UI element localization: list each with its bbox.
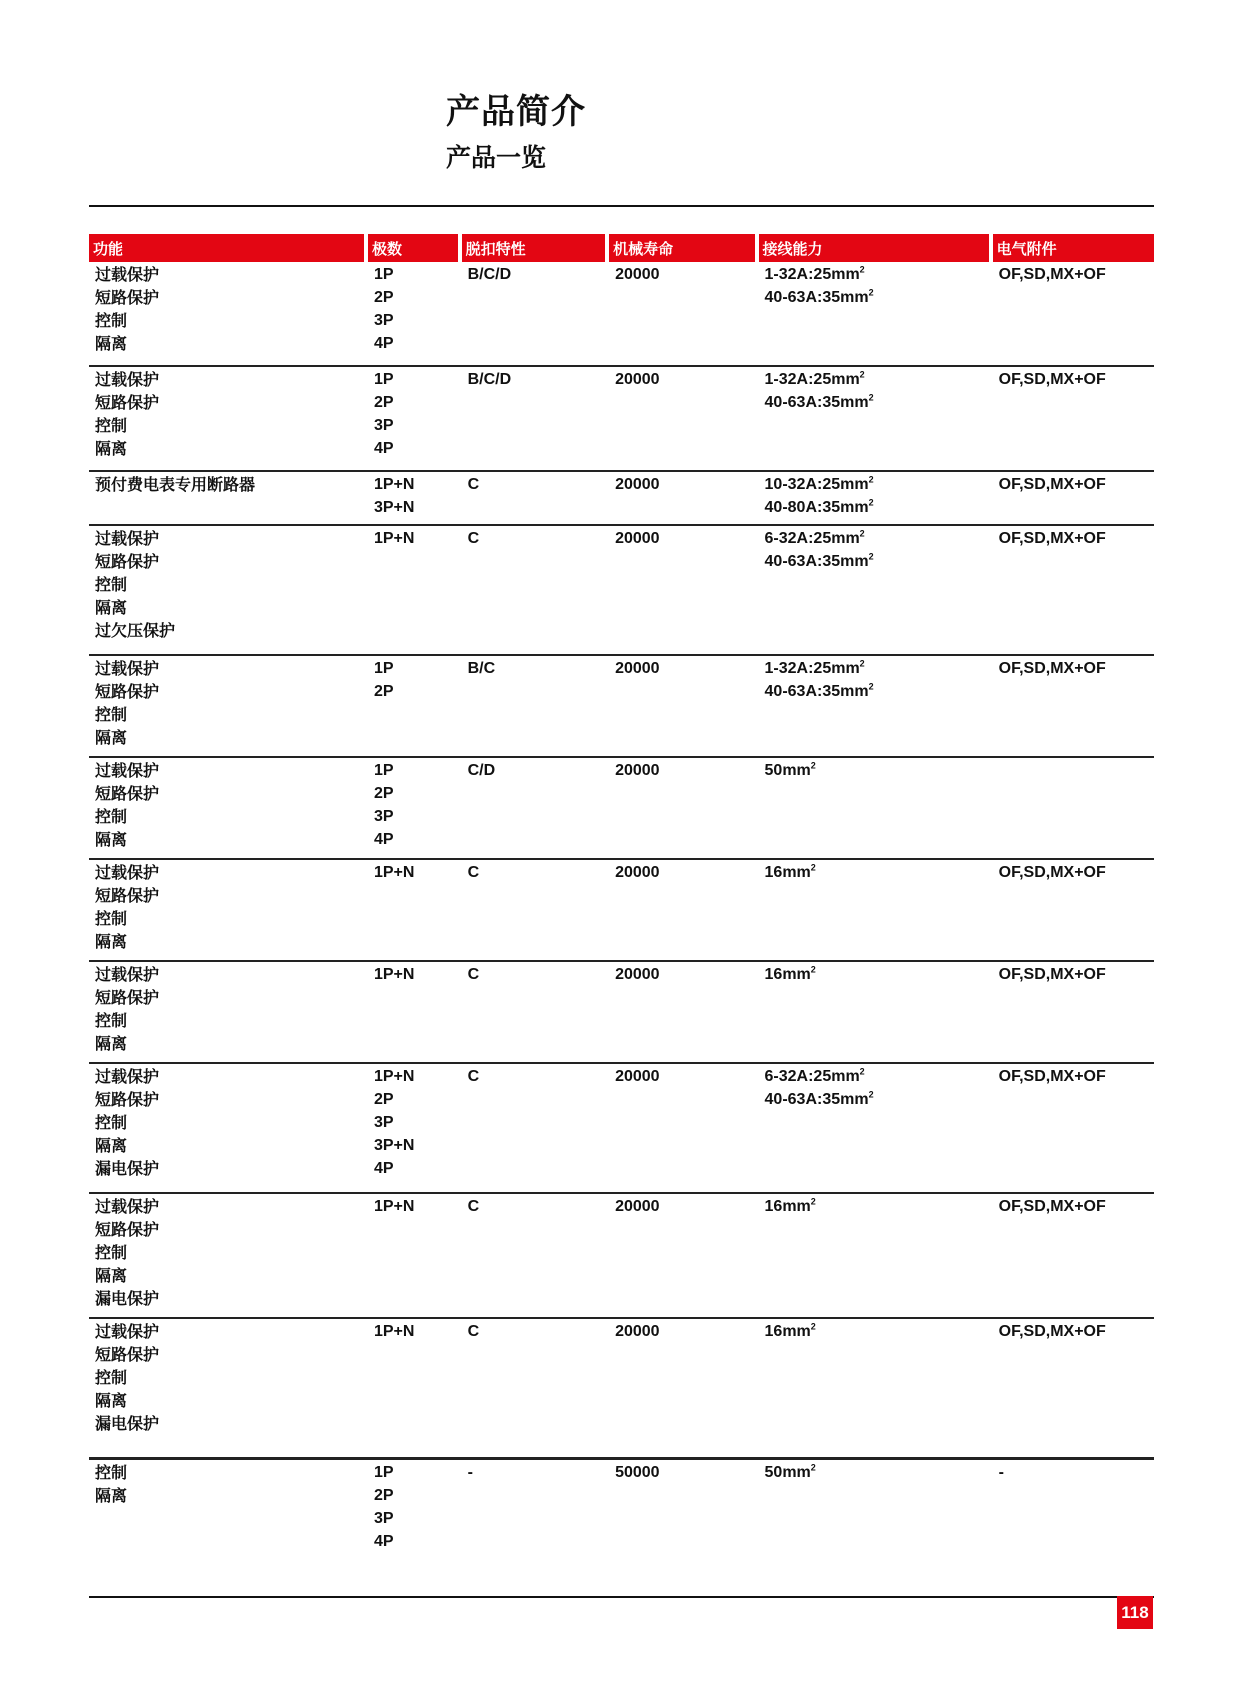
function-item: 漏电保护 bbox=[95, 1414, 160, 1433]
pole-item: 1P bbox=[373, 1464, 394, 1481]
function-item: 过载保护 bbox=[95, 863, 160, 882]
function-item: 控制 bbox=[95, 1113, 128, 1132]
life-value: 20000 bbox=[615, 530, 660, 547]
header-function: 功能 bbox=[89, 234, 364, 262]
wiring-text: 40-63A:35mm bbox=[764, 1091, 869, 1108]
function-item: 隔离 bbox=[95, 598, 128, 617]
accessories-cell bbox=[993, 1194, 1154, 1317]
function-item: 过载保护 bbox=[95, 1197, 160, 1216]
life-cell bbox=[609, 1460, 754, 1602]
wiring-text: 50mm bbox=[764, 762, 811, 779]
wiring-superscript: 2 bbox=[859, 658, 865, 669]
table-header bbox=[89, 234, 1154, 262]
table-row bbox=[89, 1460, 1154, 1602]
accessories-value: OF,SD,MX+OF bbox=[998, 660, 1106, 677]
wiring-superscript: 2 bbox=[859, 528, 865, 539]
page-subtitle: 产品一览 bbox=[446, 143, 547, 172]
wiring-cell bbox=[759, 1194, 989, 1317]
wiring-item bbox=[765, 963, 989, 986]
function-item: 隔离 bbox=[95, 1391, 128, 1410]
function-item: 短路保护 bbox=[95, 1090, 160, 1109]
function-item: 过载保护 bbox=[95, 761, 160, 780]
pole-item: 1P+N bbox=[373, 476, 415, 493]
function-item: 过载保护 bbox=[95, 1067, 160, 1086]
function-item: 短路保护 bbox=[95, 288, 160, 307]
function-item: 短路保护 bbox=[95, 886, 160, 905]
wiring-item bbox=[765, 496, 989, 519]
life-cell bbox=[609, 758, 754, 858]
wiring-cell bbox=[759, 472, 989, 524]
trip-cell bbox=[462, 1194, 605, 1317]
accessories-value: OF,SD,MX+OF bbox=[998, 966, 1106, 983]
wiring-text: 40-80A:35mm bbox=[764, 499, 869, 516]
header-accessories: 电气附件 bbox=[993, 234, 1154, 262]
wiring-superscript: 2 bbox=[859, 264, 865, 275]
function-item: 短路保护 bbox=[95, 784, 160, 803]
function-item: 隔离 bbox=[95, 830, 128, 849]
pole-item: 2P bbox=[373, 1091, 394, 1108]
trip-cell bbox=[462, 1064, 605, 1192]
trip-value: C bbox=[467, 1198, 480, 1215]
header-trip-characteristic: 脱扣特性 bbox=[462, 234, 605, 262]
function-item: 漏电保护 bbox=[95, 1289, 160, 1308]
function-cell bbox=[89, 962, 364, 1062]
wiring-item bbox=[765, 368, 989, 391]
function-cell bbox=[89, 1319, 364, 1457]
table-row bbox=[89, 1319, 1154, 1460]
life-cell bbox=[609, 1064, 754, 1192]
pole-item: 3P bbox=[373, 312, 394, 329]
wiring-item bbox=[765, 286, 989, 309]
poles-cell bbox=[368, 758, 458, 858]
wiring-item bbox=[765, 1195, 989, 1218]
wiring-cell bbox=[759, 1064, 989, 1192]
wiring-superscript: 2 bbox=[810, 964, 816, 975]
wiring-superscript: 2 bbox=[868, 474, 874, 485]
function-item: 短路保护 bbox=[95, 393, 160, 412]
table-body bbox=[89, 262, 1154, 1602]
trip-value: C bbox=[467, 1323, 480, 1340]
trip-cell bbox=[462, 860, 605, 960]
wiring-text: 16mm bbox=[764, 966, 811, 983]
wiring-item bbox=[765, 550, 989, 573]
table-row bbox=[89, 1064, 1154, 1194]
poles-cell bbox=[368, 1460, 458, 1602]
function-item: 隔离 bbox=[95, 334, 128, 353]
function-item: 隔离 bbox=[95, 1486, 128, 1505]
pole-item: 3P+N bbox=[373, 1137, 415, 1154]
trip-value: C bbox=[467, 864, 480, 881]
wiring-text: 16mm bbox=[764, 1198, 811, 1215]
life-cell bbox=[609, 472, 754, 524]
function-cell bbox=[89, 526, 364, 654]
wiring-superscript: 2 bbox=[868, 497, 874, 508]
wiring-superscript: 2 bbox=[810, 1196, 816, 1207]
function-cell bbox=[89, 1064, 364, 1192]
trip-value: C/D bbox=[467, 762, 496, 779]
accessories-cell bbox=[993, 1460, 1154, 1602]
wiring-text: 40-63A:35mm bbox=[764, 553, 869, 570]
accessories-value: OF,SD,MX+OF bbox=[998, 476, 1106, 493]
header-wiring-capacity: 接线能力 bbox=[759, 234, 989, 262]
life-value: 20000 bbox=[615, 762, 660, 779]
function-item: 过载保护 bbox=[95, 1322, 160, 1341]
function-cell bbox=[89, 1460, 364, 1602]
wiring-cell bbox=[759, 1319, 989, 1457]
pole-item: 4P bbox=[373, 440, 394, 457]
poles-cell bbox=[368, 656, 458, 756]
pole-item: 1P bbox=[373, 371, 394, 388]
life-cell bbox=[609, 526, 754, 654]
wiring-superscript: 2 bbox=[859, 369, 865, 380]
life-value: 20000 bbox=[615, 476, 660, 493]
life-cell bbox=[609, 262, 754, 365]
function-item: 过载保护 bbox=[95, 965, 160, 984]
function-item: 控制 bbox=[95, 575, 128, 594]
wiring-superscript: 2 bbox=[810, 1462, 816, 1473]
function-item: 短路保护 bbox=[95, 682, 160, 701]
table-row bbox=[89, 758, 1154, 860]
function-item: 短路保护 bbox=[95, 1220, 160, 1239]
function-item: 短路保护 bbox=[95, 988, 160, 1007]
wiring-cell bbox=[759, 1460, 989, 1602]
wiring-cell bbox=[759, 962, 989, 1062]
trip-cell bbox=[462, 656, 605, 756]
wiring-cell bbox=[759, 860, 989, 960]
wiring-item bbox=[765, 759, 989, 782]
wiring-superscript: 2 bbox=[868, 1089, 874, 1100]
wiring-item bbox=[765, 1320, 989, 1343]
function-item: 控制 bbox=[95, 909, 128, 928]
life-value: 20000 bbox=[615, 371, 660, 388]
wiring-text: 10-32A:25mm bbox=[764, 476, 869, 493]
accessories-cell bbox=[993, 656, 1154, 756]
wiring-item bbox=[765, 527, 989, 550]
wiring-cell bbox=[759, 262, 989, 365]
poles-cell bbox=[368, 1064, 458, 1192]
life-cell bbox=[609, 656, 754, 756]
wiring-cell bbox=[759, 656, 989, 756]
trip-cell bbox=[462, 1319, 605, 1457]
wiring-superscript: 2 bbox=[810, 760, 816, 771]
accessories-cell bbox=[993, 262, 1154, 365]
function-item: 过载保护 bbox=[95, 659, 160, 678]
function-item: 隔离 bbox=[95, 932, 128, 951]
bottom-divider bbox=[89, 1596, 1154, 1598]
function-item: 过载保护 bbox=[95, 529, 160, 548]
wiring-item bbox=[765, 1065, 989, 1088]
accessories-cell bbox=[993, 758, 1154, 858]
pole-item: 1P+N bbox=[373, 530, 415, 547]
accessories-value: OF,SD,MX+OF bbox=[998, 1068, 1106, 1085]
wiring-item bbox=[765, 263, 989, 286]
function-item: 预付费电表专用断路器 bbox=[95, 475, 256, 494]
wiring-item bbox=[765, 861, 989, 884]
function-item: 隔离 bbox=[95, 439, 128, 458]
function-item: 短路保护 bbox=[95, 1345, 160, 1364]
accessories-value: OF,SD,MX+OF bbox=[998, 864, 1106, 881]
product-overview-table bbox=[89, 234, 1154, 1602]
life-value: 20000 bbox=[615, 660, 660, 677]
pole-item: 3P bbox=[373, 1114, 394, 1131]
pole-item: 2P bbox=[373, 683, 394, 700]
function-cell bbox=[89, 472, 364, 524]
life-value: 20000 bbox=[615, 1068, 660, 1085]
wiring-item bbox=[765, 1088, 989, 1111]
trip-cell bbox=[462, 472, 605, 524]
function-item: 隔离 bbox=[95, 1266, 128, 1285]
life-cell bbox=[609, 860, 754, 960]
poles-cell bbox=[368, 262, 458, 365]
pole-item: 4P bbox=[373, 1533, 394, 1550]
poles-cell bbox=[368, 860, 458, 960]
wiring-text: 40-63A:35mm bbox=[764, 683, 869, 700]
accessories-value: OF,SD,MX+OF bbox=[998, 530, 1106, 547]
life-value: 20000 bbox=[615, 1198, 660, 1215]
poles-cell bbox=[368, 1319, 458, 1457]
accessories-cell bbox=[993, 1319, 1154, 1457]
wiring-text: 6-32A:25mm bbox=[764, 1068, 860, 1085]
table-row bbox=[89, 656, 1154, 758]
trip-cell bbox=[462, 962, 605, 1062]
table-row bbox=[89, 860, 1154, 962]
pole-item: 3P+N bbox=[373, 499, 415, 516]
accessories-cell bbox=[993, 526, 1154, 654]
wiring-item bbox=[765, 473, 989, 496]
function-cell bbox=[89, 1194, 364, 1317]
pole-item: 1P+N bbox=[373, 1068, 415, 1085]
pole-item: 1P+N bbox=[373, 966, 415, 983]
life-value: 20000 bbox=[615, 966, 660, 983]
wiring-text: 40-63A:35mm bbox=[764, 289, 869, 306]
function-item: 过载保护 bbox=[95, 370, 160, 389]
wiring-text: 6-32A:25mm bbox=[764, 530, 860, 547]
trip-cell bbox=[462, 262, 605, 365]
function-item: 过载保护 bbox=[95, 265, 160, 284]
function-item: 过欠压保护 bbox=[95, 621, 176, 640]
life-value: 20000 bbox=[615, 864, 660, 881]
trip-value: - bbox=[467, 1464, 473, 1481]
pole-item: 1P bbox=[373, 660, 394, 677]
pole-item: 4P bbox=[373, 1160, 394, 1177]
trip-value: B/C bbox=[467, 660, 496, 677]
header-poles: 极数 bbox=[368, 234, 458, 262]
table-row bbox=[89, 962, 1154, 1064]
pole-item: 4P bbox=[373, 335, 394, 352]
trip-cell bbox=[462, 367, 605, 470]
accessories-cell bbox=[993, 367, 1154, 470]
table-row bbox=[89, 1194, 1154, 1319]
pole-item: 2P bbox=[373, 394, 394, 411]
pole-item: 2P bbox=[373, 289, 394, 306]
trip-value: B/C/D bbox=[467, 266, 512, 283]
pole-item: 1P bbox=[373, 762, 394, 779]
top-divider bbox=[89, 205, 1154, 207]
trip-cell bbox=[462, 526, 605, 654]
wiring-text: 1-32A:25mm bbox=[764, 266, 860, 283]
function-item: 控制 bbox=[95, 311, 128, 330]
life-cell bbox=[609, 962, 754, 1062]
trip-cell bbox=[462, 758, 605, 858]
accessories-value: OF,SD,MX+OF bbox=[998, 266, 1106, 283]
table-row bbox=[89, 262, 1154, 367]
accessories-cell bbox=[993, 860, 1154, 960]
wiring-text: 16mm bbox=[764, 864, 811, 881]
function-item: 控制 bbox=[95, 1011, 128, 1030]
trip-value: C bbox=[467, 1068, 480, 1085]
accessories-value: OF,SD,MX+OF bbox=[998, 371, 1106, 388]
poles-cell bbox=[368, 367, 458, 470]
page-title: 产品简介 bbox=[446, 92, 586, 132]
wiring-text: 1-32A:25mm bbox=[764, 660, 860, 677]
trip-value: C bbox=[467, 530, 480, 547]
wiring-item bbox=[765, 657, 989, 680]
wiring-text: 50mm bbox=[764, 1464, 811, 1481]
poles-cell bbox=[368, 472, 458, 524]
pole-item: 3P bbox=[373, 1510, 394, 1527]
function-cell bbox=[89, 860, 364, 960]
wiring-cell bbox=[759, 526, 989, 654]
wiring-item bbox=[765, 680, 989, 703]
function-item: 控制 bbox=[95, 1368, 128, 1387]
function-item: 漏电保护 bbox=[95, 1159, 160, 1178]
function-item: 控制 bbox=[95, 1243, 128, 1262]
function-item: 控制 bbox=[95, 807, 128, 826]
pole-item: 1P+N bbox=[373, 864, 415, 881]
trip-value: C bbox=[467, 966, 480, 983]
pole-item: 1P+N bbox=[373, 1323, 415, 1340]
poles-cell bbox=[368, 1194, 458, 1317]
trip-value: B/C/D bbox=[467, 371, 512, 388]
wiring-text: 40-63A:35mm bbox=[764, 394, 869, 411]
wiring-superscript: 2 bbox=[859, 1066, 865, 1077]
wiring-superscript: 2 bbox=[810, 1321, 816, 1332]
function-cell bbox=[89, 262, 364, 365]
poles-cell bbox=[368, 962, 458, 1062]
poles-cell bbox=[368, 526, 458, 654]
life-value: 50000 bbox=[615, 1464, 660, 1481]
pole-item: 2P bbox=[373, 1487, 394, 1504]
accessories-cell bbox=[993, 962, 1154, 1062]
accessories-cell bbox=[993, 472, 1154, 524]
wiring-text: 16mm bbox=[764, 1323, 811, 1340]
header-mechanical-life: 机械寿命 bbox=[609, 234, 754, 262]
function-cell bbox=[89, 656, 364, 756]
accessories-value: OF,SD,MX+OF bbox=[998, 1198, 1106, 1215]
trip-cell bbox=[462, 1460, 605, 1602]
function-item: 隔离 bbox=[95, 1034, 128, 1053]
function-item: 控制 bbox=[95, 705, 128, 724]
wiring-text: 1-32A:25mm bbox=[764, 371, 860, 388]
wiring-superscript: 2 bbox=[810, 862, 816, 873]
wiring-cell bbox=[759, 758, 989, 858]
wiring-item bbox=[765, 1461, 989, 1484]
wiring-superscript: 2 bbox=[868, 287, 874, 298]
pole-item: 2P bbox=[373, 785, 394, 802]
wiring-superscript: 2 bbox=[868, 392, 874, 403]
life-cell bbox=[609, 367, 754, 470]
wiring-superscript: 2 bbox=[868, 551, 874, 562]
trip-value: C bbox=[467, 476, 480, 493]
life-cell bbox=[609, 1194, 754, 1317]
accessories-cell bbox=[993, 1064, 1154, 1192]
table-row bbox=[89, 367, 1154, 472]
function-cell bbox=[89, 758, 364, 858]
function-cell bbox=[89, 367, 364, 470]
pole-item: 4P bbox=[373, 831, 394, 848]
wiring-superscript: 2 bbox=[868, 681, 874, 692]
life-cell bbox=[609, 1319, 754, 1457]
table-row bbox=[89, 526, 1154, 656]
function-item: 隔离 bbox=[95, 1136, 128, 1155]
life-value: 20000 bbox=[615, 266, 660, 283]
table-row bbox=[89, 472, 1154, 526]
page-number-badge: 118 bbox=[1117, 1596, 1153, 1629]
wiring-cell bbox=[759, 367, 989, 470]
life-value: 20000 bbox=[615, 1323, 660, 1340]
function-item: 控制 bbox=[95, 1463, 128, 1482]
pole-item: 3P bbox=[373, 417, 394, 434]
wiring-item bbox=[765, 391, 989, 414]
function-item: 控制 bbox=[95, 416, 128, 435]
function-item: 隔离 bbox=[95, 728, 128, 747]
pole-item: 1P bbox=[373, 266, 394, 283]
pole-item: 3P bbox=[373, 808, 394, 825]
function-item: 短路保护 bbox=[95, 552, 160, 571]
pole-item: 1P+N bbox=[373, 1198, 415, 1215]
accessories-value: - bbox=[998, 1464, 1004, 1481]
accessories-value: OF,SD,MX+OF bbox=[998, 1323, 1106, 1340]
